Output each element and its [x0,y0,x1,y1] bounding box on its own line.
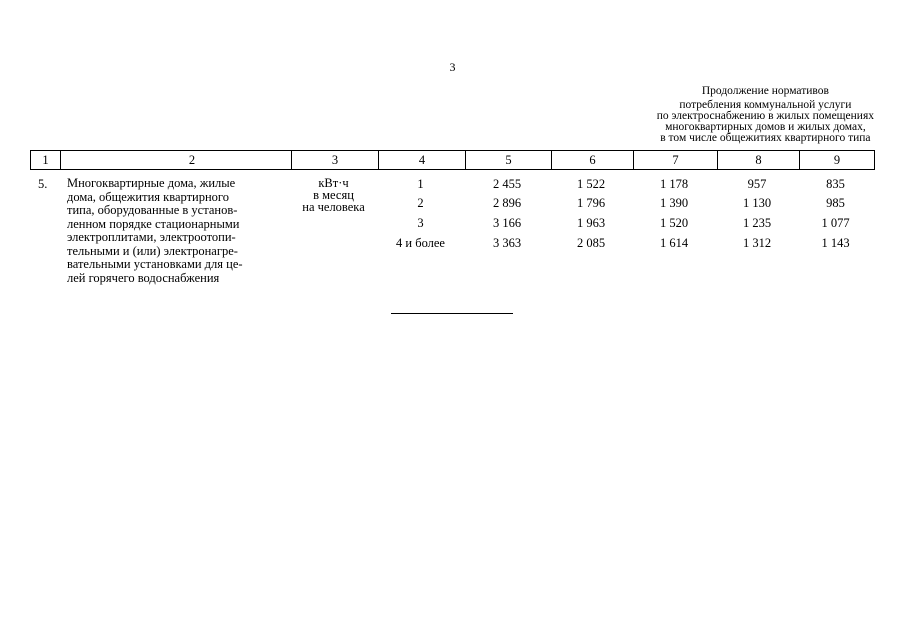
value-cell: 1 235 [742,216,772,230]
value-cell: 2 085 [576,236,606,250]
value-cell: 957 [747,177,767,191]
value-cell: 2 455 [492,177,522,191]
value-cell: 1 077 [821,216,850,230]
value-cell: 1 796 [576,196,606,210]
value-cell: 1 963 [576,216,606,230]
value-cell: 835 [826,177,845,191]
persons-cell: 4 и более [396,236,445,250]
table-row [0,177,905,195]
value-cell: 985 [826,196,845,210]
unit-line: кВт·ч [318,176,349,190]
unit-line: на человека [302,200,365,214]
persons-cell: 2 [417,196,424,210]
column-header-5: 5 [465,151,551,169]
column-header-2: 2 [60,151,323,169]
value-cell: 1 390 [659,196,689,210]
column-header-1: 1 [42,153,49,167]
value-cell: 1 130 [742,196,772,210]
heading-line-4: многоквартирных домов и жилых домах, [665,121,866,133]
value-cell: 1 178 [659,177,689,191]
page-number: 3 [449,60,456,74]
value-cell: 1 520 [659,216,689,230]
persons-cell: 1 [417,177,424,191]
column-header-8: 8 [717,151,799,169]
column-header-4: 4 [378,151,465,169]
description-line: вательными установками для це- [67,257,243,271]
value-cell: 1 312 [742,236,772,250]
row-number: 5. [38,177,48,191]
heading-line-2: потребления коммунальной услуги [679,99,852,111]
description-line: тельными и (или) электронагре- [67,243,238,258]
description-line: электроплитами, электроотопи- [67,230,236,244]
table-header-row [30,150,875,170]
unit-line: в месяц [313,188,354,202]
column-header-9: 9 [799,151,874,169]
description-line: Многоквартирные дома, жилые [67,176,236,190]
description-line: типа, оборудованные в установ- [67,203,238,217]
value-cell: 1 143 [821,236,850,250]
description-line: лей горячего водоснабжения [67,270,220,285]
value-cell: 3 363 [492,236,522,250]
description-line: ленном порядке стационарными [67,216,240,231]
continuation-heading [657,86,874,144]
column-header-3: 3 [291,151,378,169]
footnote-rule [391,313,513,314]
value-cell: 2 896 [492,196,522,210]
heading-line-1: Продолжение нормативов [701,85,829,97]
persons-cell: 3 [417,216,424,230]
heading-line-5: в том числе общежитиях квартирного типа [660,132,871,144]
value-cell: 1 522 [576,177,606,191]
column-header-6: 6 [551,151,633,169]
table-row [0,236,905,254]
column-header-7: 7 [633,151,717,169]
table-row [0,216,905,234]
description-line: дома, общежития квартирного [67,189,229,204]
heading-line-3: по электроснабжению в жилых помещениях [656,110,874,122]
table-row [0,196,905,214]
value-cell: 3 166 [492,216,522,230]
value-cell: 1 614 [659,236,689,250]
